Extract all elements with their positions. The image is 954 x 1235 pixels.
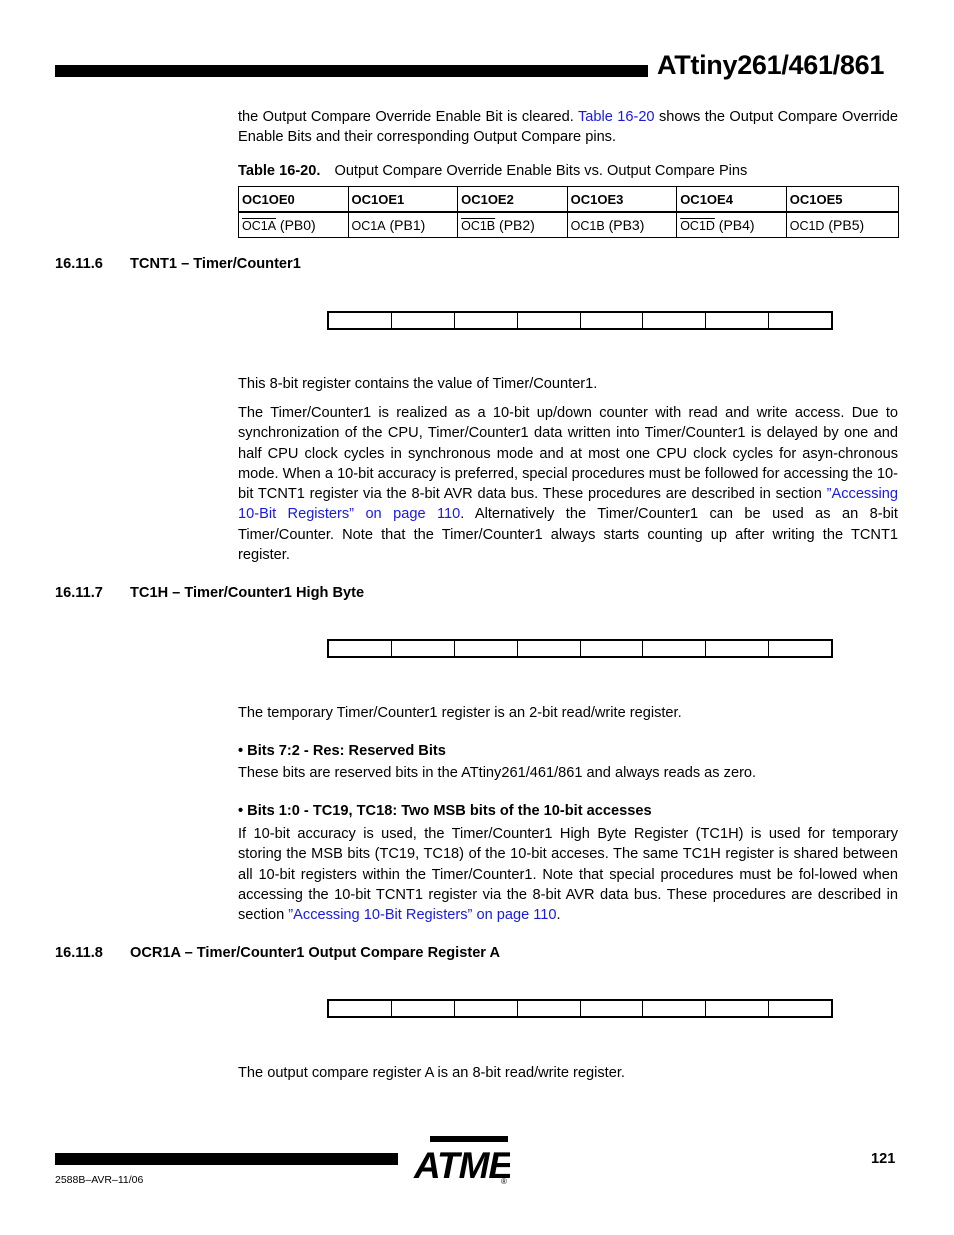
- table-header-cell: OC1OE2: [458, 187, 568, 213]
- table-header-row: [239, 187, 899, 213]
- tc1h-description: The temporary Timer/Counter1 register is an 2-bit read/write register.: [238, 705, 682, 721]
- pin-name: OC1A: [351, 219, 386, 233]
- msb-bits-text-end: .: [556, 907, 561, 924]
- register-bit-cell: [329, 313, 392, 328]
- tcnt1-details-text: The Timer/Counter1 is realized as a 10-bit up/down counter with read and write access. Due to synchronization of the CPU, Timer/Counter1 data written into Timer/Counter1 is delayed by one and half CPU clock cycles in synchronous mode and at most one CPU clock cycles for asyn-chronous mode. When a 10-bit accuracy is preferred, special procedures must be followed for accessing the 10-bit TCNT1 register via the 8-bit AVR data bus. These procedures are described in section: [238, 405, 898, 503]
- register-bit-cell: [769, 313, 831, 328]
- register-bit-cell: [581, 313, 644, 328]
- table-header-cell: OC1OE1: [348, 187, 458, 213]
- pin-port: (PB1): [385, 217, 426, 233]
- register-bit-cell: [392, 641, 455, 656]
- header-rule: [55, 65, 648, 77]
- table-row: [239, 212, 899, 238]
- table-cell: [677, 212, 787, 238]
- page-number: 121: [871, 1151, 896, 1167]
- register-bit-cell: [581, 1001, 644, 1016]
- register-bit-cell: [643, 1001, 706, 1016]
- register-bit-cell: [392, 313, 455, 328]
- msb-bits-text: [238, 824, 898, 925]
- register-bit-cell: [455, 641, 518, 656]
- section-number: 16.11.6: [55, 256, 103, 272]
- table-header-cell: OC1OE4: [677, 187, 787, 213]
- section-number: 16.11.7: [55, 585, 103, 601]
- tcnt1-details: [238, 403, 898, 565]
- register-bit-cell: [329, 1001, 392, 1016]
- register-bit-cell: [706, 641, 769, 656]
- oc-override-table: [238, 186, 899, 238]
- intro-paragraph: [238, 107, 898, 148]
- table-caption: [238, 163, 747, 179]
- register-bit-cell: [643, 313, 706, 328]
- pin-port: (PB5): [824, 217, 865, 233]
- table-cell: [786, 212, 898, 238]
- register-bit-cell: [769, 1001, 831, 1016]
- register-bit-cell: [392, 1001, 455, 1016]
- section-title: OCR1A – Timer/Counter1 Output Compare Register A: [130, 945, 501, 961]
- section-heading-tc1h: [55, 585, 364, 601]
- tcnt1-register-diagram: [327, 311, 833, 330]
- logo-text: ATME: [414, 1145, 510, 1186]
- register-bit-cell: [643, 641, 706, 656]
- bullet-msb-bits: • Bits 1:0 - TC19, TC18: Two MSB bits of the 10-bit accesses: [238, 803, 652, 819]
- accessing-10bit-link[interactable]: ”Accessing 10-Bit Registers” on page 110: [238, 486, 898, 523]
- register-bit-cell: [329, 641, 392, 656]
- table-16-20-link[interactable]: Table 16-20: [577, 109, 655, 125]
- footer-rule: [55, 1153, 398, 1165]
- table-header-cell: OC1OE0: [239, 187, 349, 213]
- table-cell: [567, 212, 677, 238]
- table-cell: [239, 212, 349, 238]
- section-number: 16.11.8: [55, 945, 103, 961]
- pin-port: (PB3): [604, 217, 645, 233]
- tcnt1-details-text-end: . Alternatively the Timer/Counter1 can be used as an 8-bit Timer/Counter. Note that the Timer/Counter1 always starts counting up after writing the TCNT1 register.: [238, 506, 898, 564]
- intro-text: the Output Compare Override Enable Bit is cleared.: [238, 109, 578, 125]
- registered-mark: ®: [501, 1177, 507, 1186]
- pin-name: OC1B: [570, 219, 605, 233]
- intro-text-end: shows the Output Compare Override Enable Bits and their corresponding Output Compare pins.: [238, 109, 898, 146]
- register-bit-cell: [518, 641, 581, 656]
- table-cell: [348, 212, 458, 238]
- register-bit-cell: [769, 641, 831, 656]
- register-bit-cell: [706, 313, 769, 328]
- table-caption-label: Table 16-20.: [238, 163, 321, 179]
- table-caption-text: Output Compare Override Enable Bits vs. Output Compare Pins: [334, 163, 748, 179]
- pin-name-inverted: OC1B: [461, 219, 496, 233]
- register-bit-cell: [518, 1001, 581, 1016]
- msb-bits-text-start: If 10-bit accuracy is used, the Timer/Counter1 High Byte Register (TC1H) is used for temporary storing the MSB bits (TC19, TC18) of the 10-bit acceses. The same TC1H register is shared between all 10-bit registers within the Timer/Counter1. Note that special procedures must be fol-lowed when accessing the 10-bit TCNT1 register via the 8-bit AVR data bus. These procedures are described in section: [238, 826, 898, 924]
- table-header-cell: OC1OE5: [786, 187, 898, 213]
- document-title: ATtiny261/461/861: [657, 50, 885, 80]
- register-bit-cell: [455, 1001, 518, 1016]
- register-bit-cell: [706, 1001, 769, 1016]
- section-heading-tcnt1: [55, 256, 301, 272]
- atmel-logo: [410, 1136, 510, 1191]
- register-bit-cell: [581, 641, 644, 656]
- section-heading-ocr1a: [55, 945, 500, 961]
- bullet-reserved-bits: • Bits 7:2 - Res: Reserved Bits: [238, 743, 446, 759]
- section-title: TCNT1 – Timer/Counter1: [130, 256, 301, 272]
- ocr1a-description: The output compare register A is an 8-bit read/write register.: [238, 1065, 625, 1081]
- tcnt1-description: This 8-bit register contains the value of Timer/Counter1.: [238, 376, 598, 392]
- reserved-bits-text: These bits are reserved bits in the ATtiny261/461/861 and always reads as zero.: [238, 765, 757, 781]
- pin-port: (PB4): [714, 217, 755, 233]
- pin-name: OC1D: [789, 219, 825, 233]
- table-header-cell: OC1OE3: [567, 187, 677, 213]
- table-cell: [458, 212, 568, 238]
- section-title: TC1H – Timer/Counter1 High Byte: [130, 585, 365, 601]
- pin-name-inverted: OC1A: [242, 219, 277, 233]
- document-number: 2588B–AVR–11/06: [55, 1174, 144, 1186]
- ocr1a-register-diagram: [327, 999, 833, 1018]
- pin-port: (PB2): [495, 217, 535, 233]
- pin-name-inverted: OC1D: [680, 219, 715, 233]
- register-bit-cell: [455, 313, 518, 328]
- register-bit-cell: [518, 313, 581, 328]
- accessing-10bit-link-2[interactable]: ”Accessing 10-Bit Registers” on page 110: [288, 907, 557, 924]
- pin-port: (PB0): [276, 217, 316, 233]
- tc1h-register-diagram: [327, 639, 833, 658]
